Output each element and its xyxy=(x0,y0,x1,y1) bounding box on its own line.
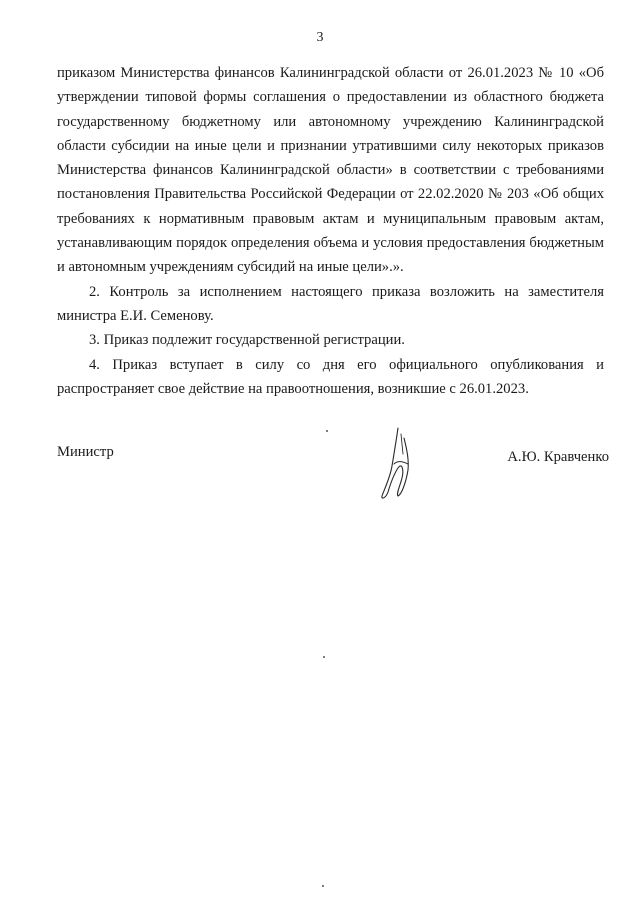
page-number: 3 xyxy=(316,30,324,45)
handwritten-signature xyxy=(374,424,418,502)
paragraph-continuation: приказом Министерства финансов Калининградской области от 26.01.2023 № 10 «Об утверждении типовой формы соглашения о предоставлении из областного бюджета государственному бюджетному или автономному учреждению Калининградской области субсидии на иные цели и признании утратившими силу некоторых приказов Министерства финансов Калининградской области» в соответствии с требованиями постановления Правительства Российской Федерации от 22.02.2020 № 203 «Об общих требованиях к нормативным правовым актам и муниципальным правовым актам, устанавливающим порядок определения объема и условия предоставления бюджетным и автономным учреждениям субсидий на иные цели».». xyxy=(57,65,604,276)
paragraph-item-2: 2. Контроль за исполнением настоящего приказа возложить на заместителя министра Е.И. Семенову. xyxy=(57,283,604,324)
scan-speck xyxy=(322,885,324,887)
paragraph-item-3: 3. Приказ подлежит государственной регистрации. xyxy=(89,332,405,349)
signatory-position: Министр xyxy=(57,444,114,460)
paragraph-item-4: 4. Приказ вступает в силу со дня его официального опубликования и распространяет свое действие на правоотношения, возникшие с 26.01.2023. xyxy=(57,356,604,397)
signatory-name: А.Ю. Кравченко xyxy=(507,449,609,465)
document-body xyxy=(57,61,604,401)
scan-speck xyxy=(323,656,325,658)
scan-speck xyxy=(326,430,328,432)
